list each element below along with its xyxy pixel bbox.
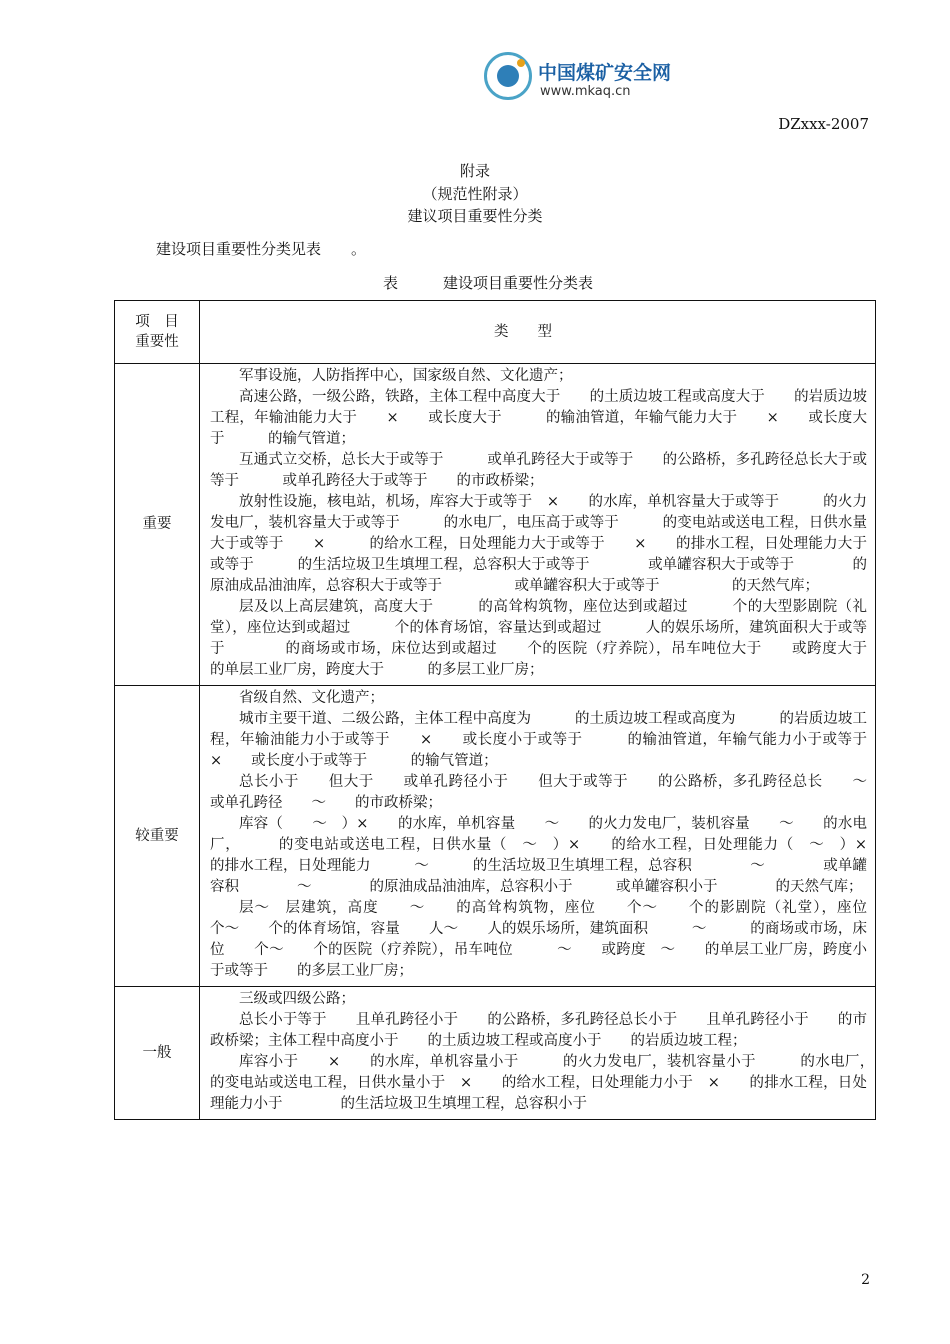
intro-text: 建设项目重要性分类见表 。 <box>156 240 367 258</box>
row-content <box>200 987 911 1120</box>
document-code: DZxxx-2007 <box>778 115 869 133</box>
table-row <box>115 364 876 686</box>
header-importance-line2: 重要性 <box>135 334 179 350</box>
row-paragraph: 城市主要干道、二级公路，主体工程中高度为 的土质边坡工程或高度为 的岩质边坡工程，年输油能力小于或等于 × 或长度小于或等于 的输油管道，年输气能力小于或等于 × 或长度小于或等于 的输气管道； <box>210 711 896 769</box>
row-paragraph: 军事设施，人防指挥中心，国家级自然、文化遗产； <box>239 368 573 384</box>
row-paragraph: 层～ 层建筑，高度 ～ 的高耸构筑物，座位 个～ 个的影剧院（礼堂），座位 个～ 个的体育场馆，容量 人～ 人的娱乐场所，建筑面积 ～ 的商场或市场，床位 个～ 个的医院（疗养院），吊车吨位 ～ 或跨度 ～ 的单层工业厂房，跨度小于或等于 的多层工业厂房； <box>210 900 896 979</box>
table-header-row <box>115 301 876 364</box>
page-number: 2 <box>861 1272 870 1288</box>
row-content <box>200 686 896 987</box>
row-content <box>200 364 911 686</box>
row-importance: 一般 <box>115 987 200 1120</box>
site-logo <box>484 50 694 110</box>
table-caption: 表 建设项目重要性分类表 <box>383 274 594 292</box>
table-row <box>115 686 876 987</box>
logo-title: 中国煤矿安全网 <box>538 62 672 84</box>
row-importance: 较重要 <box>115 686 200 987</box>
row-paragraph: 层及以上高层建筑，高度大于 的高耸构筑物，座位达到或超过 个的大型影剧院（礼堂），座位达到或超过 个的体育场馆，容量达到或超过 人的娱乐场所，建筑面积大于或等于 的商场或市场，床位达到或超过 个的医院（疗养院），吊车吨位大于 或跨度大于 的单层工业厂房，跨度大于 的多层工业厂房； <box>210 599 911 678</box>
appendix-title: 建议项目重要性分类 <box>407 207 543 225</box>
logo-url: www.mkaq.cn <box>540 84 631 99</box>
importance-classification-table <box>114 300 911 1120</box>
row-paragraph: 高速公路，一级公路，铁路，主体工程中高度大于 的土质边坡工程或高度大于 的岩质边坡工程，年输油能力大于 × 或长度大于 的输油管道，年输气能力大于 × 或长度大于 的输气管道； <box>210 389 867 447</box>
row-paragraph: 库容（ ～ ）× 的水库，单机容量 ～ 的火力发电厂，装机容量 ～ 的水电厂， 的变电站或送电工程，日供水量（ ～ ）× 的给水工程，日处理能力（ ～ ）× 的排水工程，日处理能力 ～ 的生活垃圾卫生填埋工程，总容积 ～ 或单罐容积 ～ 的原油成品油油库，总容积小于 或单罐容积小于 的天然气库； <box>210 816 896 895</box>
header-importance-line1: 项 目 <box>135 314 179 330</box>
logo-emblem-icon <box>484 52 532 100</box>
row-paragraph: 放射性设施，核电站，机场，库容大于或等于 × 的水库，单机容量大于或等于 的火力发电厂，装机容量大于或等于 的水电厂，电压高于或等于 的变电站或送电工程，日供水量大于或等于 × 的给水工程，日处理能力大于或等于 × 的排水工程，日处理能力大于或等于 的生活垃圾卫生填埋工程，总容积大于或等于 或单罐容积大于或等于 的原油成品油油库，总容积大于或等于 或单罐容积大于或等于 的天然气库； <box>210 494 867 594</box>
row-paragraph: 总长小于等于 且单孔跨径小于 的公路桥，多孔跨径总长小于 且单孔跨径小于 的市政桥梁；主体工程中高度小于 的土质边坡工程或高度小于 的岩质边坡工程； <box>210 1012 867 1049</box>
table-row <box>115 987 876 1120</box>
row-paragraph: 互通式立交桥，总长大于或等于 或单孔跨径大于或等于 的公路桥，多孔跨径总长大于或等于 或单孔跨径大于或等于 的市政桥梁； <box>210 452 867 489</box>
row-paragraph: 总长小于 但大于 或单孔跨径小于 但大于或等于 的公路桥，多孔跨径总长 ～ 或单孔跨径 ～ 的市政桥梁； <box>210 774 896 811</box>
header-type: 类型 <box>200 301 876 364</box>
row-paragraph: 省级自然、文化遗产； <box>239 690 384 706</box>
appendix-heading: 附录 <box>459 162 490 180</box>
row-paragraph: 三级或四级公路； <box>239 991 355 1007</box>
appendix-subheading: （规范性附录） <box>422 185 528 203</box>
header-importance <box>115 301 200 364</box>
row-paragraph: 库容小于 × 的水库，单机容量小于 的火力发电厂，装机容量小于 的水电厂， 的变电站或送电工程，日供水量小于 × 的给水工程，日处理能力小于 × 的排水工程，日处理能力小于 的生活垃圾卫生填埋工程，总容积小于 <box>210 1054 911 1112</box>
row-importance: 重要 <box>115 364 200 686</box>
